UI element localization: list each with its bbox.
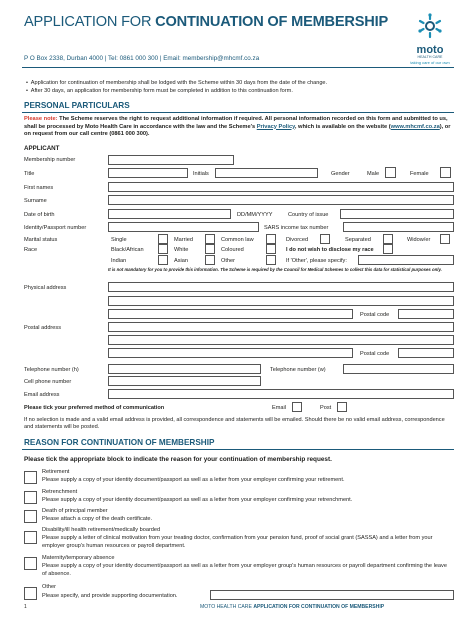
other-specify-label: If 'Other', please specify: xyxy=(286,258,347,264)
indian-label: Indian xyxy=(111,258,127,264)
gender-label: Gender xyxy=(331,171,350,177)
no-disclose-checkbox[interactable] xyxy=(383,244,393,254)
postal-address-line-3[interactable] xyxy=(108,348,353,358)
reason-other-title: Other xyxy=(42,584,56,590)
other-race-label: Other xyxy=(221,258,235,264)
id-number-label: Identity/Passport number xyxy=(24,225,87,231)
page-title: APPLICATION FOR CONTINUATION OF MEMBERSHIP xyxy=(24,14,389,30)
surname-field[interactable] xyxy=(108,195,454,205)
reason-retrenchment-checkbox[interactable] xyxy=(24,491,37,504)
separated-label: Separated xyxy=(345,237,371,243)
female-label: Female xyxy=(410,171,429,177)
race-label: Race xyxy=(24,247,38,253)
contact-line: P O Box 2338, Durban 4000 | Tel: 0861 000 300 | Email: membership@mhcmf.co.za xyxy=(24,55,260,62)
marital-status-label: Marital status xyxy=(24,237,58,243)
section-divider xyxy=(22,449,454,450)
country-issue-field[interactable] xyxy=(340,209,454,219)
dob-format: DD/MM/YYYY xyxy=(237,212,273,218)
comm-post-label: Post xyxy=(320,405,332,411)
title-field[interactable] xyxy=(108,168,188,178)
personal-particulars-heading: PERSONAL PARTICULARS xyxy=(24,101,130,110)
email-field[interactable] xyxy=(108,389,454,399)
divorced-checkbox[interactable] xyxy=(320,234,330,244)
section-divider xyxy=(22,112,454,113)
reason-death-desc: Please attach a copy of the death certificate. xyxy=(42,516,153,522)
reason-maternity-title: Maternity/temporary absence xyxy=(42,555,115,561)
tel-work-field[interactable] xyxy=(343,364,454,374)
logo-sub: HEALTH CARE xyxy=(417,55,443,59)
reason-maternity-checkbox[interactable] xyxy=(24,557,37,570)
reason-other-desc: Please specify, and provide supporting documentation. xyxy=(42,593,178,599)
reason-heading: REASON FOR CONTINUATION OF MEMBERSHIP xyxy=(24,438,215,447)
physical-address-line-3[interactable] xyxy=(108,309,353,319)
reason-disability-checkbox[interactable] xyxy=(24,531,37,544)
first-names-field[interactable] xyxy=(108,182,454,192)
header-divider xyxy=(22,67,454,68)
female-checkbox[interactable] xyxy=(440,167,451,178)
common-law-checkbox[interactable] xyxy=(266,234,276,244)
coloured-checkbox[interactable] xyxy=(266,244,276,254)
asian-checkbox[interactable] xyxy=(205,255,215,265)
reason-instruction: Please tick the appropriate block to indicate the reason for your continuation of membership request. xyxy=(24,456,332,463)
reason-retrenchment-desc: Please supply a copy of your identity document/passport as well as a letter from your employer confirming your retrenchment. xyxy=(42,497,353,503)
logo-name: moto xyxy=(416,44,444,56)
separated-checkbox[interactable] xyxy=(383,234,393,244)
sars-field[interactable] xyxy=(343,222,454,232)
website-link[interactable]: www.mhcmf.co.za xyxy=(390,123,440,130)
moto-logo xyxy=(405,12,455,64)
other-race-checkbox[interactable] xyxy=(266,255,276,265)
tel-home-label: Telephone number (h) xyxy=(24,367,79,373)
comm-email-checkbox[interactable] xyxy=(292,402,302,412)
comm-email-label: Email xyxy=(272,405,286,411)
initials-field[interactable] xyxy=(215,168,318,178)
physical-address-label: Physical address xyxy=(24,285,67,291)
logo-tagline: taking care of our own xyxy=(410,60,450,65)
reason-death-title: Death of principal member xyxy=(42,508,108,514)
cell-label: Cell phone number xyxy=(24,379,72,385)
physical-address-line-2[interactable] xyxy=(108,296,454,306)
asian-label: Asian xyxy=(174,258,188,264)
single-label: Single xyxy=(111,237,127,243)
tel-home-field[interactable] xyxy=(108,364,261,374)
postal-address-line-1[interactable] xyxy=(108,322,454,332)
single-checkbox[interactable] xyxy=(158,234,168,244)
white-label: White xyxy=(174,247,189,253)
privacy-policy-link[interactable]: Privacy Policy xyxy=(256,123,295,130)
reason-death-checkbox[interactable] xyxy=(24,510,37,523)
reason-retirement-checkbox[interactable] xyxy=(24,471,37,484)
sars-label: SARS income tax number xyxy=(264,225,329,231)
race-note: It is not mandatory for you to provide this information. The Scheme is required by the Council for Medical Schemes to collect this data for statistical purposes only. xyxy=(108,267,442,272)
dob-label: Date of birth xyxy=(24,212,55,218)
postal-address-label: Postal address xyxy=(24,325,62,331)
first-names-label: First names xyxy=(24,185,54,191)
physical-postal-code-field[interactable] xyxy=(398,309,454,319)
reason-retirement-title: Retirement xyxy=(42,469,70,475)
physical-postal-code-label: Postal code xyxy=(360,312,390,318)
privacy-note: Please note: The Scheme reserves the right to request additional information if required. All personal information recorded on this form and submitted to us, shall be processed by Moto Health Care in accordance with the law and the Scheme's Privacy Policy, which is available on the website (www.mhcmf.co.za), or on request from our call centre (0861 000 300). xyxy=(24,116,451,138)
email-label: Email address xyxy=(24,392,60,398)
black-checkbox[interactable] xyxy=(158,244,168,254)
tel-work-label: Telephone number (w) xyxy=(270,367,326,373)
postal-address-line-2[interactable] xyxy=(108,335,454,345)
intro-bullet-2: • After 30 days, an application for membership form must be completed in addition to this continuation form. xyxy=(26,88,293,94)
male-checkbox[interactable] xyxy=(385,167,396,178)
dob-field[interactable] xyxy=(108,209,231,219)
initials-label: Initials xyxy=(193,171,209,177)
membership-number-field[interactable] xyxy=(108,155,234,165)
postal-postal-code-field[interactable] xyxy=(398,348,454,358)
comm-post-checkbox[interactable] xyxy=(337,402,347,412)
no-disclose-label: I do not wish to disclose my race xyxy=(286,247,374,253)
male-label: Male xyxy=(367,171,380,177)
married-checkbox[interactable] xyxy=(205,234,215,244)
physical-address-line-1[interactable] xyxy=(108,282,454,292)
page-number: 1 xyxy=(24,604,27,610)
other-specify-field[interactable] xyxy=(358,255,454,265)
footer-text: MOTO HEALTH CARE APPLICATION FOR CONTINUATION OF MEMBERSHIP xyxy=(200,604,385,610)
reason-other-field[interactable] xyxy=(210,590,454,600)
reason-disability-title: Disability/ill health retirement/medically boarded xyxy=(42,527,161,533)
common-law-label: Common law xyxy=(221,237,254,243)
title-label: Title xyxy=(24,171,35,177)
reason-disability-desc: Please supply a letter of clinical motivation from your treating doctor, confirmation from your pension fund, proof of social grant (SASSA) and a letter from your employer group's human resources or payroll department. xyxy=(42,535,433,549)
logo-mark-icon xyxy=(416,12,444,40)
reason-retrenchment-title: Retrenchment xyxy=(42,489,78,495)
membership-number-label: Membership number xyxy=(24,157,76,163)
reason-other-checkbox[interactable] xyxy=(24,587,37,600)
widow-label: Widow/er xyxy=(407,237,431,243)
married-label: Married xyxy=(174,237,193,243)
widow-checkbox[interactable] xyxy=(440,234,450,244)
comm-note: If no selection is made and a valid email address is provided, all correspondence and statements will be emailed. Should there be no valid email address, correspondence and statements will be posted. xyxy=(24,417,445,431)
reason-retirement-desc: Please supply a copy of your identity document/passport as well as a letter from your employer confirming your retirement. xyxy=(42,477,345,483)
applicant-heading: APPLICANT xyxy=(24,145,60,152)
divorced-label: Divorced xyxy=(286,237,309,243)
comm-pref-label: Please tick your preferred method of communication xyxy=(24,405,165,411)
intro-bullet-1: • Application for continuation of membership shall be lodged with the Scheme within 30 days from the date of the change. xyxy=(26,80,328,86)
surname-label: Surname xyxy=(24,198,47,204)
indian-checkbox[interactable] xyxy=(158,255,168,265)
coloured-label: Coloured xyxy=(221,247,244,253)
reason-maternity-desc: Please supply a copy of your identity document/passport as well as a letter from your employer group's human resources or payroll department confirming the leave of absence. xyxy=(42,563,447,577)
white-checkbox[interactable] xyxy=(205,244,215,254)
cell-field[interactable] xyxy=(108,376,261,386)
country-issue-label: Country of issue xyxy=(288,212,329,218)
id-number-field[interactable] xyxy=(108,222,259,232)
postal-postal-code-label: Postal code xyxy=(360,351,390,357)
black-label: Black/African xyxy=(111,247,144,253)
